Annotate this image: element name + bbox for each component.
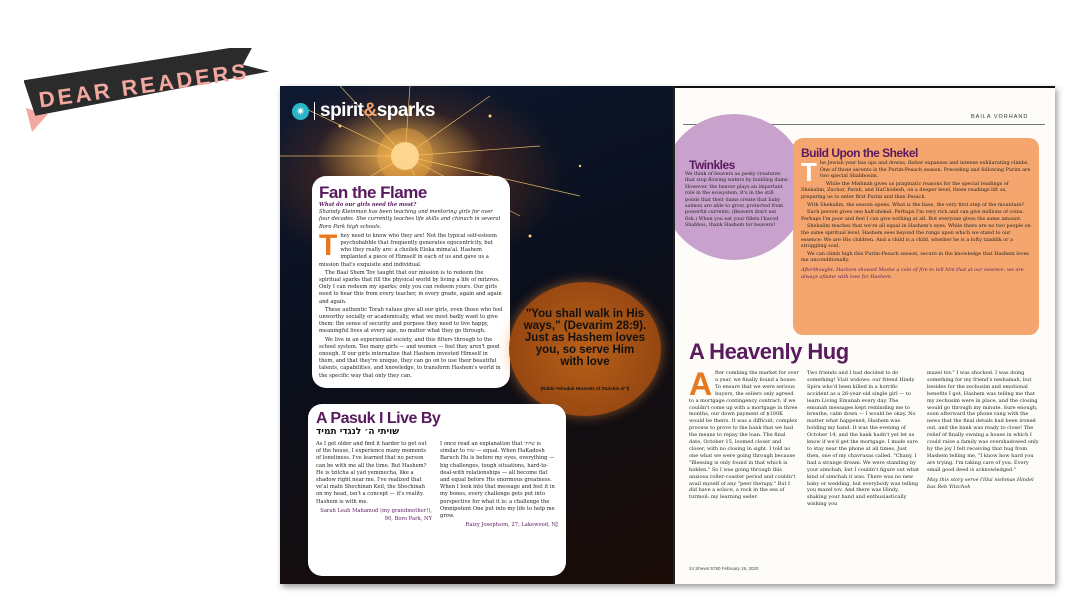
hug-title: A Heavenly Hug — [689, 339, 849, 364]
fan-the-flame-p2: The Baal Shem Tov taught that our mission is to redeem the spiritual sparks that fill the physical world by living a life of mitzvos. Only I can redeem my sparks; only you can redeem yours. Our girls need to hear this from every teacher, in every grade, again and again and again. — [319, 269, 502, 305]
twinkles-text: We think of beavers as pesky creatures that stop flowing waters by building dams. However, the beaver plays an important role in the ecosystem. It's in the still ponds that their dams create that baby salmon are able to grow, protected from powerful currents. (Beavers don't eat fish.) When you eat your fillets l'kavod Shabbos, thank Hashem for beavers! — [685, 172, 789, 229]
dear-readers-banner — [24, 48, 270, 136]
author-name: BAILA VORHAND — [971, 114, 1029, 120]
shekel-afterthought: Afterthought: Hashem showed Moshe a coin of fire to tell him that at our essence, we are always aflame with love for Hashem. — [801, 266, 1024, 280]
fan-the-flame-card — [312, 176, 510, 388]
shekel-title: Build Upon the Shekel — [801, 146, 918, 160]
section-title-a: spirit — [320, 100, 364, 121]
fan-the-flame-p3: These authentic Torah values give all our girls, even those who feel unworthy socially or academically, what we most badly want to give them: the sense of security and purpose they need to live happy, meaningful lives at every age, no matter what they go through. — [319, 306, 503, 335]
hug-body — [689, 370, 1041, 560]
hug-dedication: May this story serve l'illui nishmas Hindel bas Reb Yitzchok — [927, 476, 1034, 490]
shekel-drop-cap: T — [801, 157, 817, 187]
pasuk-sig1-place: 90, Boro Park, NY — [384, 516, 432, 523]
shekel-p4: Each person gives one half-shekel. Perhaps I'm very rich and can give millions of coins. Perhaps I'm poor and feel I can give nothing at all. But everyone gives the same amount. — [801, 209, 1024, 222]
section-title-amp: & — [363, 100, 377, 121]
shekel-p3: With Shekalim, the season opens. What is the base, the very first step of the mountain? — [807, 201, 1025, 208]
shekel-p2: While the Mishnah gives us pragmatic reasons for the special readings of Shekalim, Zachor, Parah, and HaChodesh, on a deeper level, these readings lift us, preparing us to enter first Purim and then Pesach. — [801, 180, 1009, 200]
pasuk-sig2: Raizy Josephson, 27, Lakewood, NJ — [465, 522, 558, 529]
shekel-p1: he Jewish year has ups and downs, flatter expanses and intense exhilarating climbs. One of those ascents is the Purim-Pesach season. Preceding and following Purim are two special Shabbosim. — [819, 160, 1031, 180]
hug-col1: fter combing the market for over a year, we finally found a house. To ensure that we were serious buyers, the sellers only agreed to a mortgage contingency contract; if we couldn't come up with a mortgage in three months, our down payment of $100K would be theirs. It was a difficult, complex process to prove to the bank that we had the means to repay the loan. The final date, October 15, loomed closer and closer, with no closing in sight. I told no one what we were going through because "Blessing is only found in that which is hidden." So I was going through this anxious roller-coaster period and couldn't avail myself of any "peer therapy." But I did have a solace, a rock in the sea of turmoil: my learning seder. — [689, 370, 799, 501]
twinkles-circle — [675, 114, 807, 260]
banner-label: DEAR READERS — [37, 58, 251, 113]
fan-the-flame-title: Fan the Flame — [319, 183, 427, 202]
pasuk-sig1-name: Sarah Leah Mahamud (my grandmother!), — [320, 507, 432, 514]
fan-the-flame-question: What do our girls need the most? — [319, 202, 417, 208]
shekel-p5: Shekalim teaches that we're all equal in Hashem's eyes. While there are no two people on the same spiritual level, Hashem sees beyond the rungs upon which we stand to our essence: We are His children. And a child is a child, whether he is a lofty tzaddik or a struggling soul. — [801, 223, 1031, 250]
fan-the-flame-intro: Shaindy Kleinman has been teaching and mentoring girls for over four decades. She currently teaches life skills and chinuch in several Boro Park high schools. — [319, 209, 501, 230]
fan-the-flame-drop-cap: T — [319, 228, 338, 262]
quote-text: "You shall walk in His ways," (Devarim 28:9). Just as Hashem loves you, so serve Him with love — [523, 308, 647, 368]
shekel-box — [793, 138, 1039, 335]
spark-icon: ✷ — [292, 103, 309, 120]
pasuk-hebrew: שויתי ה׳ לנגדי תמיד — [316, 427, 400, 437]
pasuk-col1: As I get older and find it harder to get out of the house, I experience many moments of loneliness. I've learned that no person can be with me all the time. But Hashem? He is tzilcha al yad yeminecha, like a shadow right near me. I've realized that ve'al mahi Shechinan Keil, the Shechinah on my head, isn't a concept — it's reality. Hashem is with me. — [316, 441, 427, 505]
section-title — [320, 100, 435, 122]
hug-col3: mazel tov." I was shocked. I was doing something for my friend's neshamah, but besides for the zechusim and emotional benefits I got, Hashem was telling me that my zechusim were in place, and the closing would go through my minute. Sure enough, soon afterward the phone rang with the news that the final details had been ironed out, and the bank was ready to close! The relief of finally owning a house in which I could raise a family was overshadowed only by the joy I felt receiving that hug from Hashem telling me, "I know how hard you are trying. I'm taking care of you. Every small good deed is acknowledged." — [927, 370, 1039, 473]
fan-the-flame-p4: We live in an experiential society, and this filters through to the school system. Too many girls — and women — feel they aren't good enough. If our girls internalize that Hashem invested Himself in them, and that they're unique, they can go on to use their beautiful talents, capabilities, and knowledge, to transform Hashem's world in the specific way that only they can. — [319, 336, 501, 379]
pasuk-card — [308, 404, 566, 576]
pasuk-col2: I once read an explanation that שויתי is similar to שוה — equal. When HaKadosh Baruch Hu is before my eyes, everything — big challenges, tough situations, hard-to-deal-with relationships — all become flat and equal before His enormous greatness. When I look into that message and feel it in my bones, every challenge gets put into perspective for what it is: a challenge the Omnipotent One put into my life to help me grow. — [440, 441, 555, 520]
quote-circle — [509, 282, 661, 416]
twinkles-title: Twinkles — [689, 158, 735, 172]
shekel-p6: We can climb high this Purim-Pesach season, secure in the knowledge that Hashem loves me unconditionally. — [801, 250, 1029, 264]
hug-col2: Two friends and I had decided to do something! Visit widows: our friend Hindy Spira who'd been killed in a horrific accident as a 26-year-old single girl — to learn Living Emunah every day. The emunah messages kept reminding me to breathe, calm down — I would be okay. No matter what happened, Hashem was holding my hand. It was the evening of October 14, and the bank hadn't yet let us know if we'd get the mortgage. I made sure to stay near the phone at all times. Just then, one of my chavrusas called. "Chany, I had a strange dream. We were standing by your simchah, but I couldn't figure out what kind of simchah it was. There was no new baby or wedding, but everybody was telling you mazel tov. And there was Hindy, shaking your hand and enthusiastically wishing you — [807, 370, 919, 508]
right-page — [675, 88, 1055, 584]
section-header — [292, 100, 435, 122]
fan-the-flame-p1: hey need to know who they are! Not the typical self-esteem psychobabble that frequently generates egocentricity, but who they really are: a cheilek Eloka mima'al. Hashem implanted a piece of Himself in each of us and gave us a mission that's exquisite and individual. — [319, 232, 497, 268]
quote-attribution: (Rabbi Yehudah Horowitz of Stutchin zt"l) — [540, 386, 630, 391]
page-folio: 24 Shevet 5780 February 19, 2020 — [689, 566, 759, 571]
magazine-spread — [280, 86, 1055, 584]
header-divider — [314, 102, 315, 120]
hug-drop-cap: A — [689, 370, 713, 402]
pasuk-title: A Pasuk I Live By — [316, 410, 441, 427]
section-title-b: sparks — [376, 100, 435, 121]
left-page — [280, 86, 673, 584]
